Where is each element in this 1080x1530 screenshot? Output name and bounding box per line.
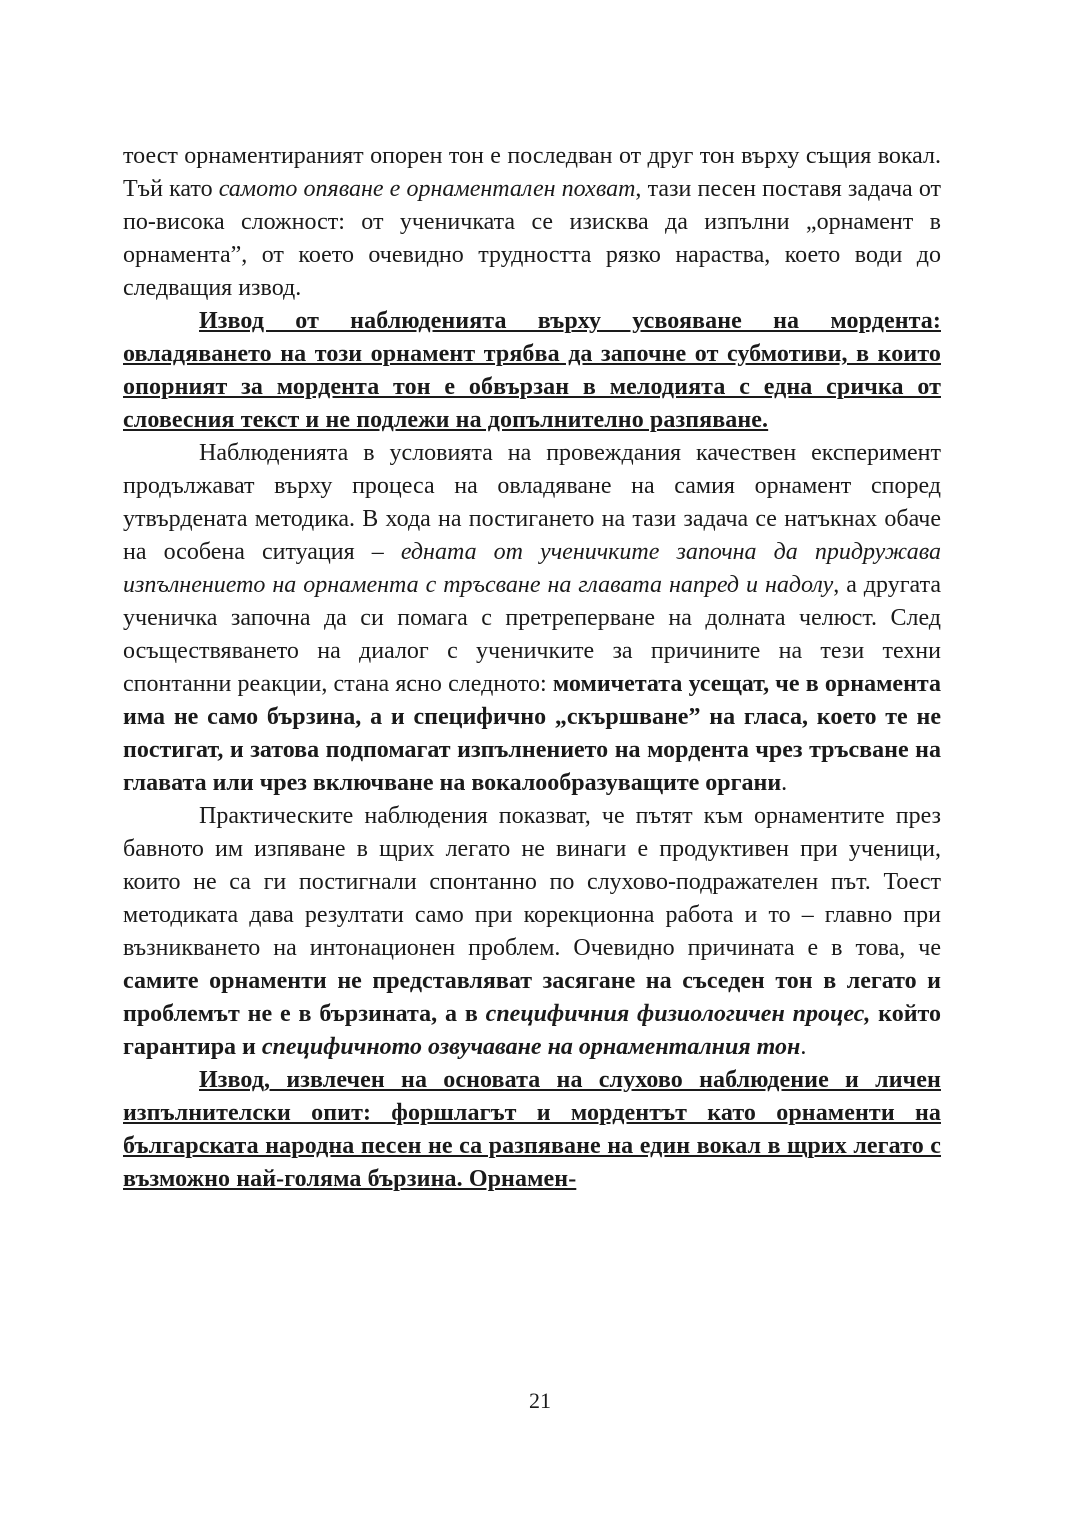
paragraph-2-text-c: . [781,770,788,796]
paragraph-3-text-a: Практическите наблюдения показват, че пътят към орнаментите през бавното им изпяване в щрих легато не винаги е продуктивен при ученици, които не са ги постигнали спонтанно по слухово-подражателен път. Тоест методиката дава резултати само при корекционна работа и то – главно при възникването на интонационен проблем. Очевидно причината е в това, че [123,803,941,961]
paragraph-2-italic: едната от ученичките започна да придружава изпълнението на орнамента с тръсване на главата напред и надолу [123,539,941,598]
paragraph-3 [123,800,941,1064]
paragraph-1-text-a: тоест орнаментираният опорен тон е последван от друг тон върху същия вокал. Тъй като [123,143,941,202]
paragraph-1-italic: самото опяване е орнаментален похват [218,176,636,202]
paragraph-1-text-b: , тази песен поставя задача от по-висока сложност: от ученичката се изисква да изпълни „орнамент в орнамента”, от което очевидно трудността рязко нараства, което води до следващия извод. [123,176,941,301]
conclusion-2: Извод, извлечен на основата на слухово наблюдение и личен изпълнителски опит: форшлагът и мордентът като орнаменти на българската народна песен не са разпяване на един вокал в щрих легато с възможно най-голяма бързина. Орнамен- [123,1067,941,1192]
paragraph-3-text-b: . [800,1034,807,1060]
paragraph-2-bold: момичетата усещат, че в орнамента има не само бързина, а и специфично „скършване” на гласа, което те не постигат, и затова подпомагат изпълнението на мордента чрез тръсване на главата или чрез включване на вокалообразуващите органи [123,671,941,796]
paragraph-1 [123,140,941,305]
paragraph-3-bold-italic-b: специфичното озвучаване на орнаменталния тон [261,1034,801,1060]
paragraph-2 [123,437,941,800]
paragraph-3-bold-b: който гарантира и [123,1001,941,1060]
paragraph-2-text-a: Наблюденията в условията на провеждания качествен експеримент продължават върху процеса на овладяване на самия орнамент според утвърдената методика. В хода на постигането на тази задача се натъкнах обаче на особена ситуация – [123,440,941,565]
paragraph-3-bold-italic-a: специфичния физиологичен процес, [485,1001,871,1027]
paragraph-3-bold-a: самите орнаменти не представляват засягане на съседен тон в легато и проблемът не е в бързината, а в [123,968,941,1027]
page-number: 21 [529,1388,551,1413]
paragraph-2-text-b: , а другата ученичка започна да си помага с претреперване на долната челюст. След осъществяването на диалог с ученичките за причините на тези техни спонтанни реакции, стана ясно следното: [123,572,942,697]
page-body [123,140,941,1196]
conclusion-1: Извод от наблюденията върху усвояване на мордента: овладяването на този орнамент трябва да започне от субмотиви, в които опорният за мордента тон е обвързан в мелодията с една сричка от словесния текст и не подлежи на допълнително разпяване. [123,308,941,433]
